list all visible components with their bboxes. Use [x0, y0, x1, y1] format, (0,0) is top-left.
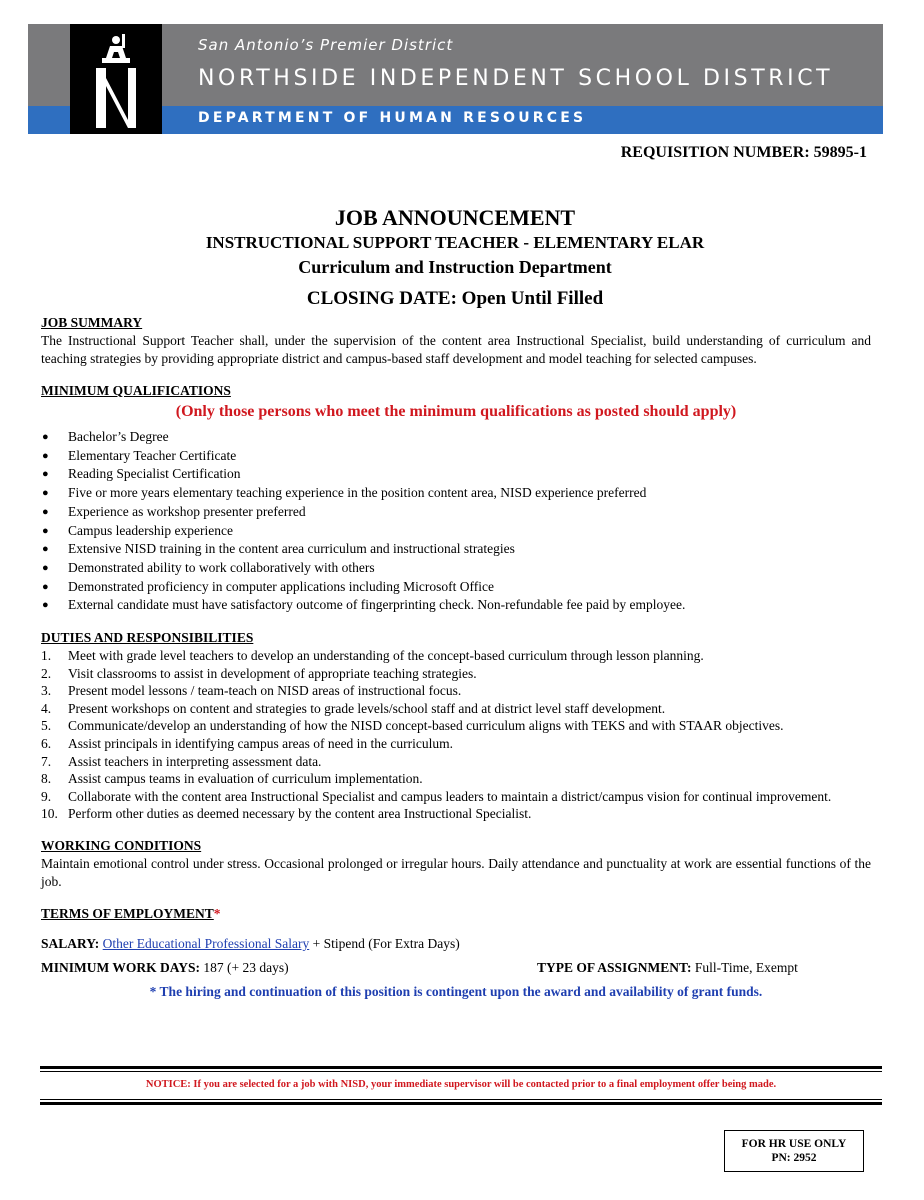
list-item: ● Demonstrated proficiency in computer applications including Microsoft Office: [41, 578, 871, 597]
department-name: DEPARTMENT OF HUMAN RESOURCES: [198, 110, 587, 126]
list-item: 8. Assist campus teams in evaluation of curriculum implementation.: [41, 771, 423, 787]
district-name: NORTHSIDE INDEPENDENT SCHOOL DISTRICT: [198, 66, 834, 91]
working-conditions-text: Maintain emotional control under stress. Occasional prolonged or irregular hours. Daily attendance and punctuality at work are essential functions of the job.: [41, 855, 871, 889]
header-banner: [28, 24, 883, 134]
department-title: Curriculum and Instruction Department: [298, 257, 612, 277]
list-item: 3. Present model lessons / team-teach on NISD areas of instructional focus.: [41, 683, 462, 699]
bullet-icon: ●: [42, 524, 49, 537]
list-item: ● Experience as workshop presenter preferred: [41, 503, 871, 522]
bullet-icon: ●: [42, 580, 49, 593]
terms-heading-row: [41, 905, 871, 923]
list-item: 9. Collaborate with the content area Instructional Specialist and campus leaders to maintain a district/campus vision for continual improvement.: [41, 788, 832, 804]
bullet-icon: ●: [42, 468, 49, 481]
workdays: MINIMUM WORK DAYS: 187 (+ 23 days): [41, 959, 289, 975]
list-item: 2. Visit classrooms to assist in development of appropriate teaching strategies.: [41, 665, 477, 681]
qualifications-heading: MINIMUM QUALIFICATIONS: [41, 383, 231, 398]
list-item: ● Reading Specialist Certification: [41, 465, 871, 484]
duties-list: [41, 647, 871, 823]
list-item: 5. Communicate/develop an understanding of how the NISD concept-based curriculum aligns with TEKS and with STAAR objectives.: [41, 718, 784, 734]
footer-rule: [40, 1066, 882, 1069]
bullet-icon: ●: [42, 543, 49, 556]
job-summary-text: The Instructional Support Teacher shall, under the supervision of the content area Instructional Specialist, build understanding of curriculum and teaching strategies by providing appropriate district and campus-based staff development and model teaching for selected campuses.: [41, 333, 871, 366]
list-item: ● Campus leadership experience: [41, 522, 871, 541]
main-content: [41, 314, 871, 1001]
bullet-icon: ●: [42, 561, 49, 574]
working-conditions-section: [41, 837, 871, 891]
job-summary-heading: JOB SUMMARY: [41, 315, 143, 330]
qualifications-notice: (Only those persons who meet the minimum qualifications as posted should apply): [175, 403, 737, 420]
salary-line: [41, 935, 871, 953]
footer-rule: [40, 1099, 882, 1100]
list-item: ● Bachelor’s Degree: [41, 428, 871, 447]
footer-rule: [40, 1102, 882, 1105]
list-item: ● Elementary Teacher Certificate: [41, 447, 871, 466]
hr-use-box: [724, 1130, 864, 1172]
bullet-icon: ●: [42, 431, 49, 443]
requisition-number: REQUISITION NUMBER: 59895-1: [620, 144, 867, 161]
bullet-icon: ●: [42, 599, 49, 612]
working-conditions-heading: WORKING CONDITIONS: [41, 837, 202, 853]
salary-link[interactable]: Other Educational Professional Salary: [102, 935, 310, 951]
assignment-type: TYPE OF ASSIGNMENT: Full-Time, Exempt: [537, 959, 798, 975]
closing-date: CLOSING DATE: Open Until Filled: [306, 288, 604, 309]
list-item: ● Demonstrated ability to work collaboratively with others: [41, 559, 871, 578]
qualifications-section: [41, 382, 871, 615]
duties-heading: DUTIES AND RESPONSIBILITIES: [41, 630, 254, 646]
district-tagline: San Antonio’s Premier District: [198, 36, 454, 54]
list-item: ● External candidate must have satisfactory outcome of fingerprinting check. Non-refundable fee paid by employee.: [41, 596, 871, 615]
bullet-icon: ●: [42, 487, 49, 500]
announcement-title: JOB ANNOUNCEMENT: [334, 205, 576, 230]
list-item: ● Extensive NISD training in the content area curriculum and instructional strategies: [41, 540, 871, 559]
list-item: 10. Perform other duties as deemed necessary by the content area Instructional Specialist.: [41, 806, 532, 822]
salary-suffix: + Stipend (For Extra Days): [309, 935, 460, 951]
workdays-line: [41, 959, 871, 977]
qualifications-list: [41, 428, 871, 615]
bullet-icon: ●: [42, 449, 49, 462]
terms-section: [41, 905, 871, 1001]
list-item: ● Five or more years elementary teaching experience in the position content area, NISD experience preferred: [41, 484, 871, 503]
bullet-icon: ●: [42, 505, 49, 518]
list-item: 1. Meet with grade level teachers to develop an understanding of the concept-based curriculum through lesson planning.: [41, 648, 704, 664]
salary-label: SALARY:: [41, 935, 100, 951]
pn-number: PN: 2952: [771, 1152, 817, 1164]
list-item: 6. Assist principals in identifying campus areas of need in the curriculum.: [41, 736, 454, 751]
list-item: 7. Assist teachers in interpreting assessment data.: [41, 753, 322, 769]
footer-rule: [40, 1071, 882, 1072]
footer-notice: NOTICE: If you are selected for a job with NISD, your immediate supervisor will be contacted prior to a final employment offer being made.: [145, 1079, 777, 1090]
duties-section: [41, 629, 871, 823]
grant-notice: * The hiring and continuation of this position is contingent upon the award and availability of grant funds.: [149, 983, 763, 999]
hr-use-label: FOR HR USE ONLY: [741, 1138, 847, 1150]
terms-star: *: [213, 905, 221, 921]
list-item: 4. Present workshops on content and strategies to grade levels/school staff and at district level staff development.: [41, 700, 666, 716]
position-title: INSTRUCTIONAL SUPPORT TEACHER - ELEMENTARY ELAR: [205, 233, 705, 252]
terms-heading: TERMS OF EMPLOYMENT: [41, 905, 214, 921]
title-block: [0, 204, 910, 312]
nisd-n-logo-icon: [70, 24, 162, 134]
job-summary-section: [41, 314, 871, 368]
